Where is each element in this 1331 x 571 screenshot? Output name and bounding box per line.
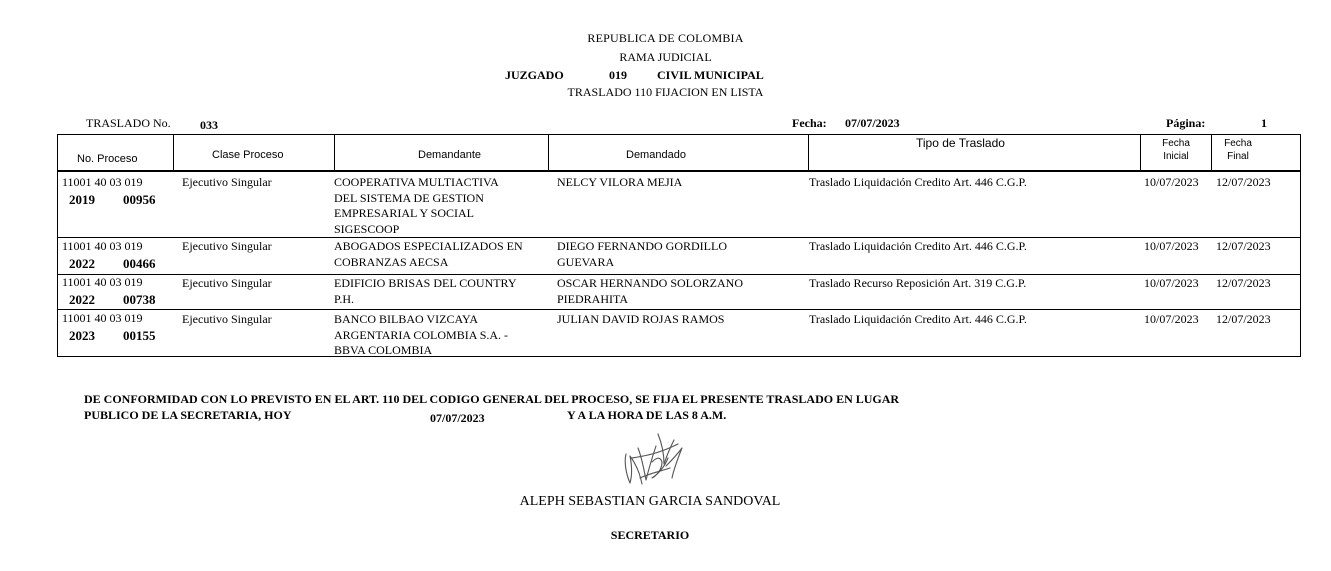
demandado-line: NELCY VILORA MEJIA (557, 175, 683, 189)
fecha-inicial: 10/07/2023 (1144, 276, 1199, 290)
demandante-line: BBVA COLOMBIA (334, 343, 433, 357)
demandante-line: P.H. (334, 291, 355, 306)
fijacion-statement-line2: PUBLICO DE LA SECRETARIA, HOY (84, 408, 292, 422)
traslado-table (57, 134, 1301, 357)
proceso-number: 00956 (123, 192, 156, 207)
demandante-line: EDIFICIO BRISAS DEL COUNTRY (334, 276, 517, 290)
demandado (557, 276, 743, 307)
column-header-fecha-final-line2: Final (1227, 151, 1249, 162)
demandado-line: GUEVARA (557, 254, 615, 269)
fecha-inicial: 10/07/2023 (1144, 175, 1199, 189)
demandante (334, 175, 499, 237)
demandante-line: COOPERATIVA MULTIACTIVA (334, 175, 499, 189)
proceso-number: 00155 (123, 328, 156, 343)
traslado-label: TRASLADO No. (86, 116, 171, 130)
demandado-line: DIEGO FERNANDO GORDILLO (557, 239, 727, 253)
demandado-line: OSCAR HERNANDO SOLORZANO (557, 276, 744, 290)
fecha-final: 12/07/2023 (1216, 276, 1271, 290)
demandante-line: SIGESCOOP (334, 221, 400, 236)
signer-name: ALEPH SEBASTIAN GARCIA SANDOVAL (519, 494, 781, 509)
row-divider (58, 309, 1300, 310)
column-header-fecha-inicial (1141, 137, 1211, 163)
fecha-final: 12/07/2023 (1216, 312, 1271, 326)
demandado (557, 312, 724, 328)
demandante (334, 276, 517, 307)
proceso-number: 00466 (123, 256, 156, 271)
column-header-clase-proceso: Clase Proceso (212, 149, 284, 161)
header-rama-judicial: RAMA JUDICIAL (619, 50, 712, 64)
fijacion-statement-line1: DE CONFORMIDAD CON LO PREVISTO EN EL ART. 110 DEL CODIGO GENERAL DEL PROCESO, SE FIJA EL PRESENTE TRASLADO EN LUGAR (84, 392, 900, 406)
demandante-line: BANCO BILBAO VIZCAYA (334, 312, 479, 326)
pagina-label: Página: (1166, 116, 1206, 130)
fecha-final: 12/07/2023 (1216, 175, 1271, 189)
column-divider (548, 135, 549, 171)
fijacion-hour: Y A LA HORA DE LAS 8 A.M. (567, 408, 727, 422)
handwritten-signature (618, 428, 688, 490)
clase-proceso: Ejecutivo Singular (182, 239, 272, 253)
proceso-year: 2022 (69, 256, 95, 271)
header-juzgado-number: 019 (609, 68, 627, 82)
demandante-line: ARGENTARIA COLOMBIA S.A. - (334, 327, 509, 342)
tipo-traslado: Traslado Liquidación Credito Art. 446 C.G.P. (809, 239, 1027, 253)
demandante-line: DEL SISTEMA DE GESTION (334, 190, 484, 205)
proceso-number: 00738 (123, 292, 156, 307)
demandante (334, 239, 523, 270)
row-divider (58, 274, 1300, 275)
proceso-year: 2022 (69, 292, 95, 307)
header-juzgado-type: CIVIL MUNICIPAL (657, 68, 764, 82)
column-divider (1211, 135, 1212, 171)
demandado (557, 239, 727, 270)
proceso-radicado: 11001 40 03 019 (62, 239, 143, 253)
column-divider (334, 135, 335, 171)
column-header-fecha-inicial-line1: Fecha (1162, 138, 1190, 149)
proceso-year: 2023 (69, 328, 95, 343)
tipo-traslado: Traslado Recurso Reposición Art. 319 C.G.P. (809, 276, 1027, 290)
demandante (334, 312, 508, 359)
proceso-radicado: 11001 40 03 019 (62, 175, 143, 189)
fecha-label: Fecha: (792, 116, 827, 130)
proceso-year: 2019 (69, 192, 95, 207)
column-header-no-proceso: No. Proceso (77, 153, 138, 165)
column-header-tipo-traslado: Tipo de Traslado (916, 136, 1005, 150)
header-juzgado-label: JUZGADO (505, 68, 564, 82)
proceso-radicado: 11001 40 03 019 (62, 275, 143, 289)
column-divider (808, 135, 809, 171)
fecha-inicial: 10/07/2023 (1144, 312, 1199, 326)
header-traslado-title: TRASLADO 110 FIJACION EN LISTA (567, 85, 764, 99)
demandante-line: COBRANZAS AECSA (334, 254, 449, 269)
column-header-demandado: Demandado (626, 149, 686, 161)
proceso-radicado: 11001 40 03 019 (62, 311, 143, 325)
demandante-line: EMPRESARIAL Y SOCIAL (334, 206, 475, 220)
clase-proceso: Ejecutivo Singular (182, 175, 272, 189)
column-header-fecha-inicial-line2: Inicial (1163, 151, 1189, 162)
demandante-line: ABOGADOS ESPECIALIZADOS EN (334, 239, 523, 253)
fecha-inicial: 10/07/2023 (1144, 239, 1199, 253)
column-header-fecha-final (1218, 137, 1258, 163)
clase-proceso: Ejecutivo Singular (182, 312, 272, 326)
header-republica: REPUBLICA DE COLOMBIA (587, 31, 744, 45)
clase-proceso: Ejecutivo Singular (182, 276, 272, 290)
column-divider (173, 135, 174, 171)
traslado-number: 033 (200, 118, 218, 132)
demandado-line: JULIAN DAVID ROJAS RAMOS (557, 312, 725, 326)
fecha-final: 12/07/2023 (1216, 239, 1271, 253)
signer-role: SECRETARIO (610, 528, 690, 542)
demandado-line: PIEDRAHITA (557, 291, 629, 306)
column-header-demandante: Demandante (418, 149, 481, 161)
tipo-traslado: Traslado Liquidación Credito Art. 446 C.G.P. (809, 312, 1027, 326)
tipo-traslado: Traslado Liquidación Credito Art. 446 C.G.P. (809, 175, 1027, 189)
pagina-value: 1 (1261, 116, 1267, 130)
column-header-fecha-final-line1: Fecha (1224, 138, 1252, 149)
demandado (557, 175, 682, 191)
fijacion-date: 07/07/2023 (430, 411, 485, 425)
header-row-divider (58, 170, 1300, 172)
row-divider (58, 237, 1300, 238)
fecha-value: 07/07/2023 (845, 116, 900, 130)
